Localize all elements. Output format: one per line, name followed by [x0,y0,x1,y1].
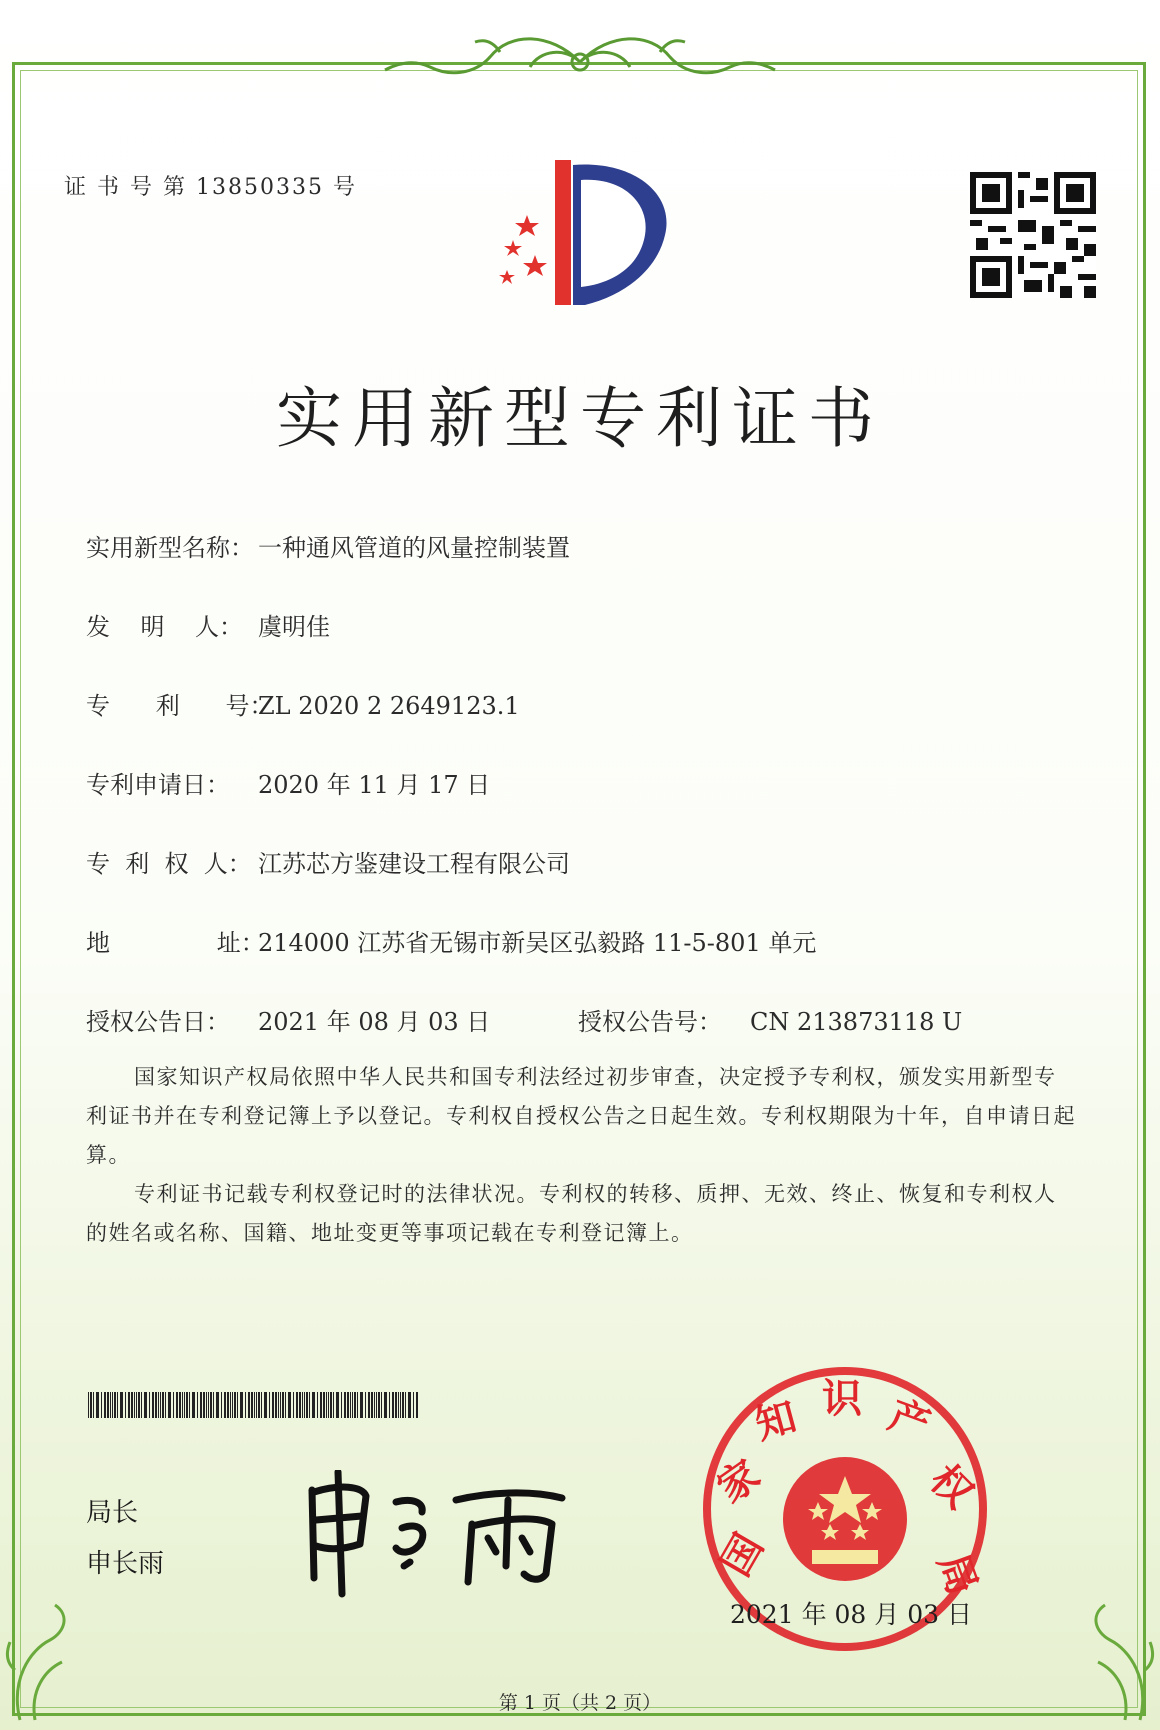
field-label: 专利申请日： [86,771,230,799]
svg-text:识: 识 [822,1376,862,1422]
page-indicator: 第 1 页（共 2 页） [498,1692,662,1714]
document-title: 实用新型专利证书 [276,380,884,457]
field-label: 发 明 人： [86,613,244,641]
field-value: 虞明佳 [258,613,330,641]
field-value: 214000 江苏省无锡市新吴区弘毅路 11-5-801 单元 [258,929,817,957]
svg-text:家: 家 [709,1451,769,1513]
signer-name: 申长雨 [86,1549,165,1579]
field-label: 专 利 权 人： [86,850,252,878]
qr-code-icon [970,172,1096,298]
field-application-date [86,765,490,800]
field-utility-model-name [86,528,570,563]
svg-text:产: 产 [882,1392,936,1450]
field-label: 地 址： [86,929,265,957]
field-value: 2020 年 11 月 17 日 [258,771,491,799]
cnipa-logo-icon [485,155,685,315]
field-address [86,923,816,958]
field-grant-number [578,1002,962,1037]
statement-paragraph: 专利证书记载专利权登记时的法律状况。专利权的转移、质押、无效、终止、恢复和专利权人的姓名或名称、国籍、地址变更等事项记载在专利登记簿上。 [86,1182,1057,1245]
handwritten-signature-icon [300,1470,590,1600]
field-value: 2021 年 08 月 03 日 [258,1008,491,1036]
statement-paragraph: 国家知识产权局依照中华人民共和国专利法经过初步审查，决定授予专利权，颁发实用新型专利证书并在专利登记簿上予以登记。专利权自授权公告之日起生效。专利权期限为十年，自申请日起算。 [86,1065,1076,1167]
field-label: 实用新型名称： [86,534,254,562]
field-patent-number [86,686,520,721]
certificate-number-value: 13850335 [195,175,324,200]
barcode-icon [88,1392,420,1418]
field-value: CN 213873118 U [750,1008,963,1036]
field-grant-date [86,1002,490,1037]
field-inventor [86,607,330,642]
field-label: 专 利 号： [86,692,274,720]
svg-text:国: 国 [712,1526,773,1584]
seal-date: 2021 年 08 月 03 日 [730,1600,972,1629]
certificate-number [64,170,357,201]
svg-text:权: 权 [920,1456,982,1518]
field-label: 授权公告日： [86,1008,230,1036]
field-value: ZL 2020 2 2649123.1 [258,692,520,720]
svg-text:知: 知 [750,1393,802,1449]
certificate-number-label: 证 书 号 第 [64,175,187,200]
field-value: 江苏芯方鉴建设工程有限公司 [258,850,570,878]
certificate-number-suffix: 号 [332,175,357,200]
field-patentee [86,844,570,879]
signer-title: 局长 [86,1498,139,1528]
field-label: 授权公告号： [578,1008,722,1036]
top-ornament-icon [380,22,780,92]
svg-text:局: 局 [928,1547,986,1602]
field-value: 一种通风管道的风量控制装置 [258,534,570,562]
